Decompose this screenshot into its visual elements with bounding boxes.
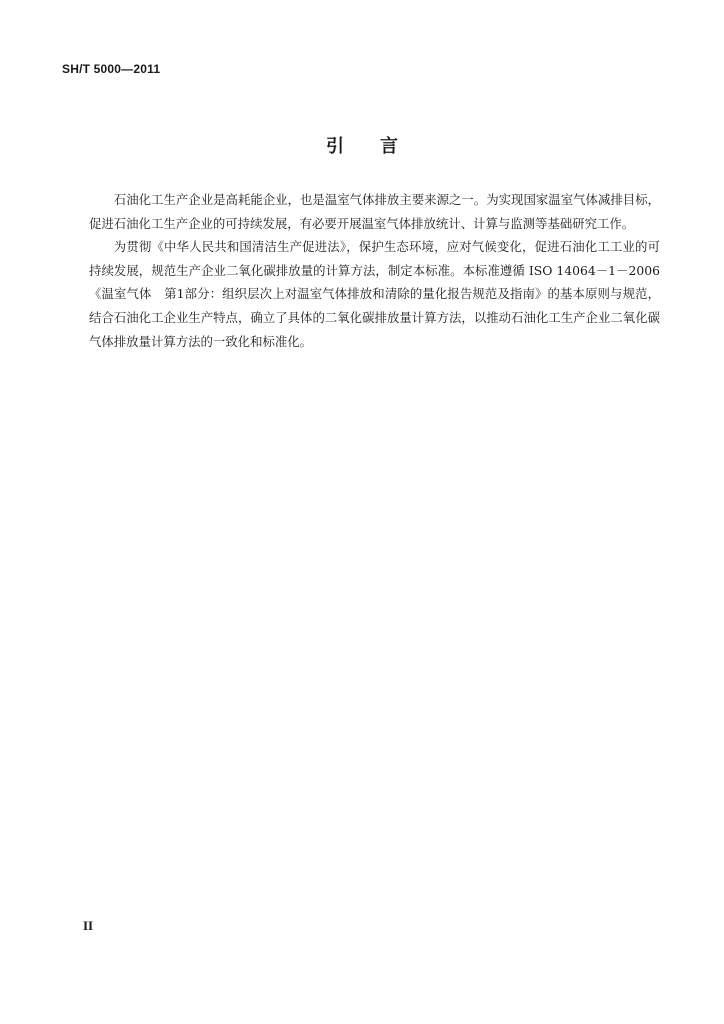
- paragraph-1: 石油化工生产企业是高耗能企业，也是温室气体排放主要来源之一。为实现国家温室气体减排目标，促进石油化工生产企业的可持续发展，有必要开展温室气体排放统计、计算与监测等基础研究工作。: [89, 192, 660, 231]
- document-body: [89, 188, 660, 353]
- page-number: II: [83, 918, 94, 933]
- standard-code: SH/T 5000—2011: [62, 62, 161, 76]
- page-title: 引言: [326, 136, 434, 157]
- paragraph-2: 为贯彻《中华人民共和国清洁生产促进法》，保护生态环境，应对气候变化，促进石油化工工业的可持续发展，规范生产企业二氧化碳排放量的计算方法，制定本标准。本标准遵循 ISO 14064－1－2006《温室气体 第1部分：组织层次上对温室气体排放和清除的量化报告规范及指南》的基本原则与规范，结合石油化工企业生产特点，确立了具体的二氧化碳排放量计算方法，以推动石油化工生产企业二氧化碳气体排放量计算方法的一致化和标准化。: [89, 239, 660, 349]
